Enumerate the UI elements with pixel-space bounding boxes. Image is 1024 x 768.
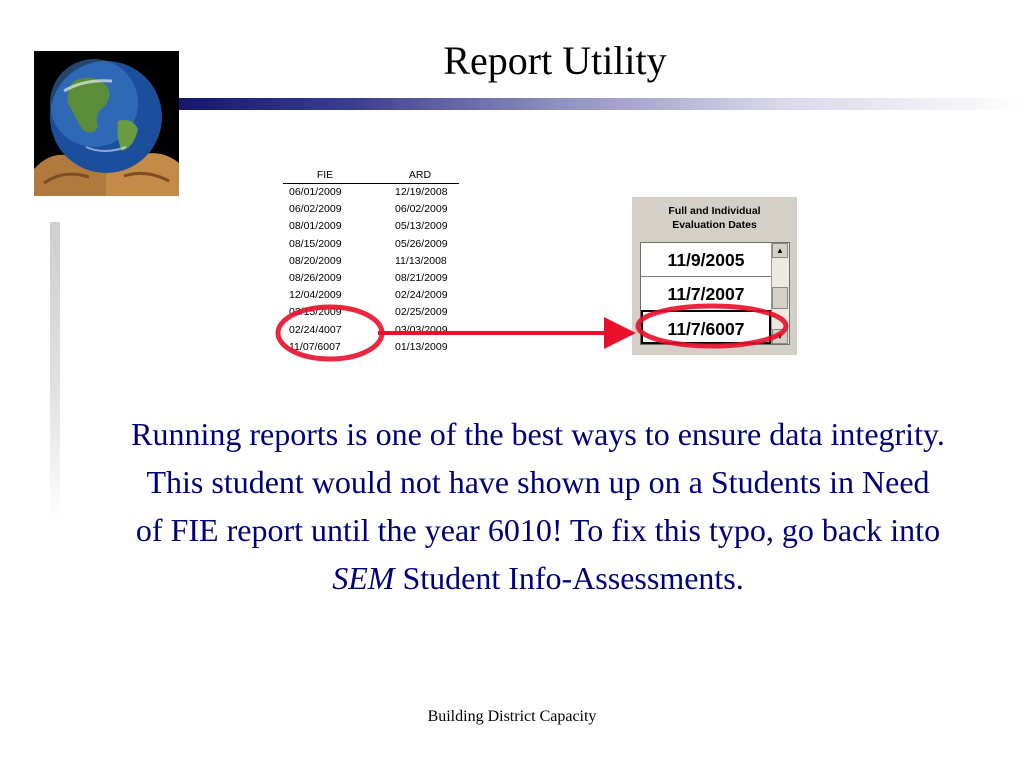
fie-cell: 12/04/2009 bbox=[289, 289, 342, 302]
table-row bbox=[283, 236, 459, 253]
ard-cell: 03/03/2009 bbox=[395, 323, 448, 336]
panel-label-line1: Full and Individual bbox=[668, 205, 761, 217]
ard-cell: 08/21/2009 bbox=[395, 271, 448, 284]
table-row bbox=[283, 218, 459, 235]
fie-cell: 08/20/2009 bbox=[289, 254, 342, 267]
scroll-down-icon[interactable]: ▼ bbox=[772, 329, 788, 344]
table-row bbox=[283, 184, 459, 201]
ard-cell: 02/24/2009 bbox=[395, 289, 448, 302]
ard-cell: 05/26/2009 bbox=[395, 237, 448, 250]
body-text bbox=[130, 410, 946, 602]
fie-cell: 08/26/2009 bbox=[289, 271, 342, 284]
fie-cell: 11/07/6007 bbox=[289, 340, 341, 353]
fie-cell: 06/01/2009 bbox=[289, 186, 342, 198]
ard-cell: 01/13/2009 bbox=[395, 340, 448, 353]
evaluation-dates-listbox[interactable] bbox=[640, 242, 790, 345]
slide-title: Report Utility bbox=[443, 38, 667, 83]
ard-cell: 11/13/2008 bbox=[395, 254, 447, 267]
ard-cell: 06/02/2009 bbox=[395, 203, 448, 216]
table-row bbox=[283, 339, 459, 356]
ard-cell: 12/19/2008 bbox=[395, 186, 448, 198]
earth-in-hands-logo bbox=[34, 51, 179, 196]
scrollbar-thumb[interactable] bbox=[772, 287, 788, 309]
table-header bbox=[283, 167, 459, 184]
table-row bbox=[283, 322, 459, 339]
fie-cell: 08/15/2009 bbox=[289, 237, 342, 250]
body-text-emphasis: SEM bbox=[332, 560, 395, 596]
scroll-up-icon[interactable]: ▲ bbox=[772, 243, 788, 258]
fie-cell: 03/15/2009 bbox=[289, 306, 342, 319]
date-table bbox=[283, 167, 459, 356]
date-list-item[interactable]: 11/9/2005 bbox=[641, 243, 771, 277]
table-row bbox=[283, 253, 459, 270]
listbox-scrollbar[interactable] bbox=[771, 243, 789, 344]
column-header-fie: FIE bbox=[316, 169, 334, 181]
fie-cell: 08/01/2009 bbox=[289, 220, 342, 233]
panel-label-line2: Evaluation Dates bbox=[672, 219, 757, 231]
slide-footer: Building District Capacity bbox=[427, 708, 597, 725]
fie-cell: 02/24/4007 bbox=[289, 323, 342, 336]
body-text-part2: Student Info-Assessments. bbox=[394, 560, 744, 596]
ard-cell: 02/25/2009 bbox=[395, 306, 448, 319]
fie-cell: 06/02/2009 bbox=[289, 203, 342, 216]
table-row bbox=[283, 304, 459, 321]
ard-cell: 05/13/2009 bbox=[395, 220, 448, 233]
evaluation-dates-panel bbox=[632, 197, 797, 355]
panel-label bbox=[632, 204, 797, 232]
body-text-part1: Running reports is one of the best ways to ensure data integrity. This student would not have shown up on a Students in Need of FIE report until the year 6010! To fix this typo, go back into bbox=[131, 416, 945, 548]
date-list-item[interactable]: 11/7/2007 bbox=[641, 277, 771, 311]
title-underline-bar bbox=[179, 98, 1024, 110]
table-row bbox=[283, 201, 459, 218]
date-list-item-selected[interactable]: 11/7/6007 bbox=[641, 310, 771, 344]
column-header-ard: ARD bbox=[408, 169, 432, 181]
left-accent-bar bbox=[50, 222, 60, 522]
table-row bbox=[283, 287, 459, 304]
table-row bbox=[283, 270, 459, 287]
